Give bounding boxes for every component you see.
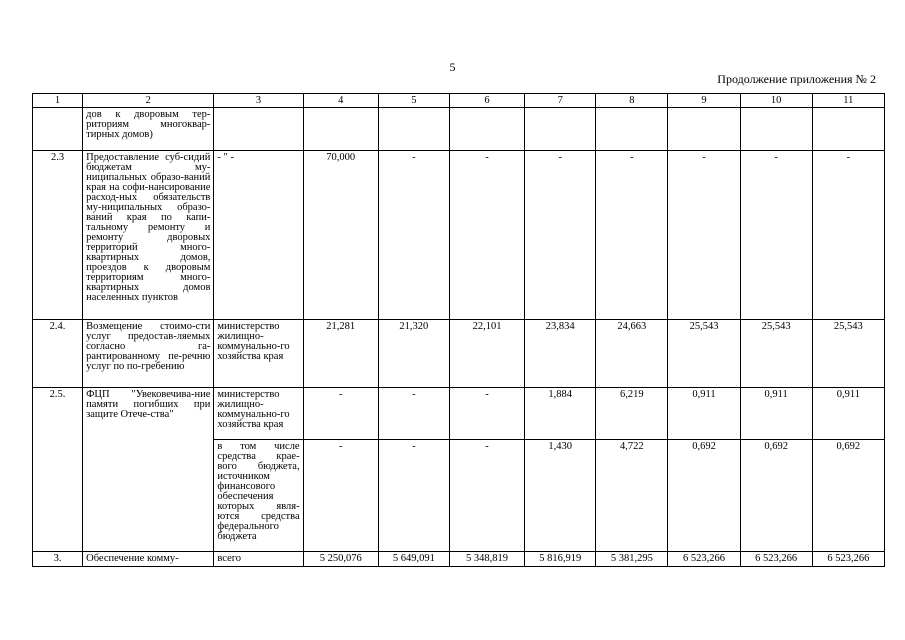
row-number: 2.3 [33,151,83,320]
value-cell: 0,911 [668,388,740,440]
responsible-party: всего [214,552,303,567]
value-cell: 25,543 [740,320,812,388]
value-cell: - [740,151,812,320]
item-description: дов к дворовым тер-риториям многоквар-тирных домов) [83,108,214,151]
row-number: 2.4. [33,320,83,388]
value-cell: 25,543 [812,320,884,388]
value-cell: 6 523,266 [668,552,740,567]
page-number: 5 [449,60,456,74]
value-cell: 6 523,266 [812,552,884,567]
value-cell: - [378,388,449,440]
value-cell: 25,543 [668,320,740,388]
table-row [33,108,885,151]
value-cell: - [303,440,378,552]
table-row [33,388,885,440]
value-cell: 6 523,266 [740,552,812,567]
responsible-party [214,108,303,151]
value-cell: - [449,151,524,320]
value-cell: 0,692 [668,440,740,552]
value-cell [668,108,740,151]
header-cell: 2 [83,94,214,108]
value-cell: 24,663 [596,320,668,388]
table-row [33,320,885,388]
table-row [33,552,885,567]
value-cell: - [596,151,668,320]
value-cell: 5 816,919 [525,552,596,567]
value-cell: 0,911 [740,388,812,440]
item-description: Возмещение стоимо-сти услуг предостав-ляемых согласно га-рантированному пе-речню услуг по по-гребению [83,320,214,388]
item-description: Обеспечение комму- [83,552,214,567]
header-cell: 7 [525,94,596,108]
value-cell [449,108,524,151]
value-cell: 21,320 [378,320,449,388]
value-cell: 1,430 [525,440,596,552]
value-cell: - [668,151,740,320]
header-cell: 5 [378,94,449,108]
value-cell [378,108,449,151]
header-cell: 4 [303,94,378,108]
value-cell [303,108,378,151]
value-cell: - [449,388,524,440]
continuation-label: Продолжение приложения № 2 [717,72,876,86]
budget-table [32,93,885,567]
value-cell: 0,692 [740,440,812,552]
value-cell: 5 348,819 [449,552,524,567]
value-cell: 4,722 [596,440,668,552]
value-cell: - [378,151,449,320]
value-cell: 5 381,295 [596,552,668,567]
responsible-party: - " - [214,151,303,320]
header-cell: 8 [596,94,668,108]
value-cell: - [812,151,884,320]
funding-source: в том числе средства крае-вого бюджета, источником финансового обеспечения которых явля-ются средства федерального бюджета [214,440,303,552]
value-cell [596,108,668,151]
value-cell: 21,281 [303,320,378,388]
header-cell: 6 [449,94,524,108]
responsible-party: министерство жилищно-коммунально-го хозяйства края [214,388,303,440]
item-description: Предоставление суб-сидий бюджетам му-ниципальных образо-ваний края на софи-нансирование расход-ных обязательств му-ниципальных образо-ваний края по капи-тальному ремонту и ремонту дворовых территорий много-квартирных домов, проездов к дворовым территориям много-квартирных домов населенных пунктов [83,151,214,320]
item-description: ФЦП "Увековечива-ние памяти погибших при защите Отече-ства" [83,388,214,552]
value-cell [812,108,884,151]
value-cell: 6,219 [596,388,668,440]
table-row [33,151,885,320]
value-cell [525,108,596,151]
header-cell: 11 [812,94,884,108]
row-number [33,108,83,151]
value-cell: 0,911 [812,388,884,440]
value-cell: 22,101 [449,320,524,388]
row-number: 2.5. [33,388,83,552]
value-cell: 0,692 [812,440,884,552]
value-cell [740,108,812,151]
value-cell: - [449,440,524,552]
table-header-row [33,94,885,108]
value-cell: - [378,440,449,552]
header-cell: 9 [668,94,740,108]
value-cell: 23,834 [525,320,596,388]
header-cell: 10 [740,94,812,108]
value-cell: 5 250,076 [303,552,378,567]
value-cell: - [525,151,596,320]
value-cell: 1,884 [525,388,596,440]
value-cell: 5 649,091 [378,552,449,567]
row-number: 3. [33,552,83,567]
value-cell: 70,000 [303,151,378,320]
header-cell: 3 [214,94,303,108]
responsible-party: министерство жилищно-коммунально-го хозяйства края [214,320,303,388]
header-cell: 1 [33,94,83,108]
value-cell: - [303,388,378,440]
